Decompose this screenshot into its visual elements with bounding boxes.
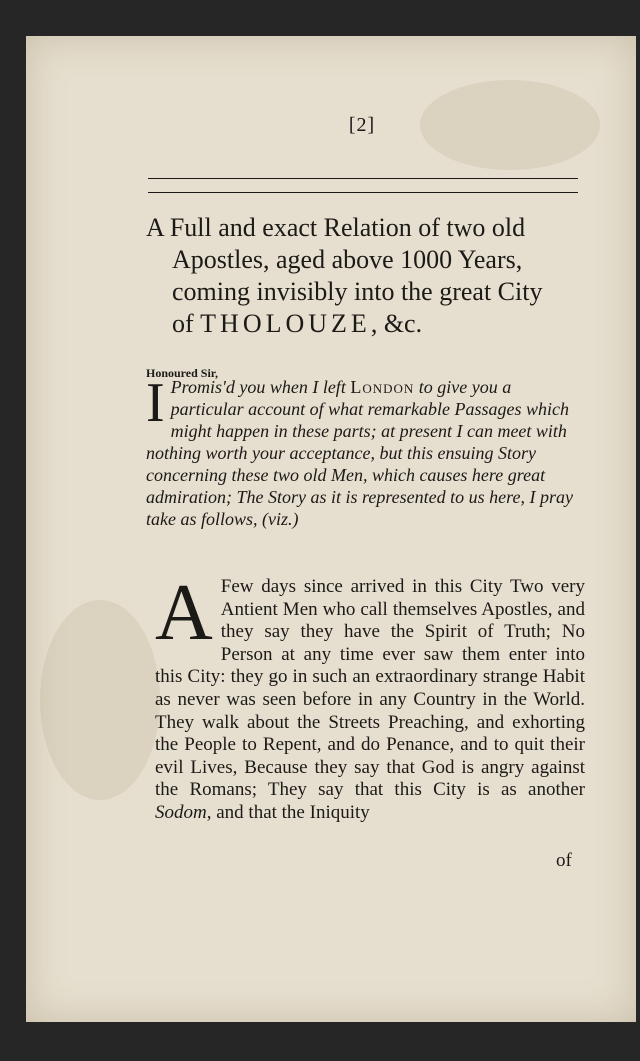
body-text: , and that the Iniquity	[206, 801, 370, 823]
body-paragraph	[155, 569, 585, 825]
title-fragment: of	[172, 309, 201, 338]
title-line: A Full and exact Relation of two old	[146, 213, 526, 242]
place-name: London	[350, 377, 415, 397]
letter-text: Promis'd you when I left	[170, 377, 351, 397]
paper-stain	[420, 80, 600, 170]
letter-text: to give you a particular account of what remarkable Passages which might happen in these parts; at present I can meet with nothing worth your acceptance, but this ensuing Story concerning these two old Men, which causes here great admiration; The Story as it is represented to us here, I pray take as follows, (viz.)	[146, 377, 573, 529]
place-name: Sodom	[155, 801, 207, 823]
salutation: Honoured Sir,	[146, 366, 219, 380]
catchword: of	[556, 850, 572, 871]
title-fragment: , &c.	[370, 309, 423, 338]
document-title	[146, 212, 586, 340]
page-number: [2]	[348, 114, 376, 136]
title-rule-bottom	[148, 192, 578, 193]
body-text: Few days since arrived in this City Two very Antient Men who call themselves Apostles, and they say they have the Spirit of Truth; No Person at any time ever saw them enter into this City: they go in such an extraordinary strange Habit as never was seen before in any Country in the World. They walk about the Streets Preaching, and exhorting the People to Repent, and do Penance, and to quit their evil Lives, Because they say that God is angry against the Romans; They say that this City is as another	[155, 576, 585, 801]
title-line: coming invisibly into the great City	[172, 277, 543, 306]
drop-cap: A	[155, 569, 213, 657]
paper-stain	[40, 600, 160, 800]
title-rule-top	[148, 178, 578, 179]
city-name: THOLOUZE	[200, 309, 371, 338]
drop-cap: I	[146, 372, 165, 434]
title-line	[146, 308, 586, 340]
title-line: Apostles, aged above 1000 Years,	[172, 245, 523, 274]
